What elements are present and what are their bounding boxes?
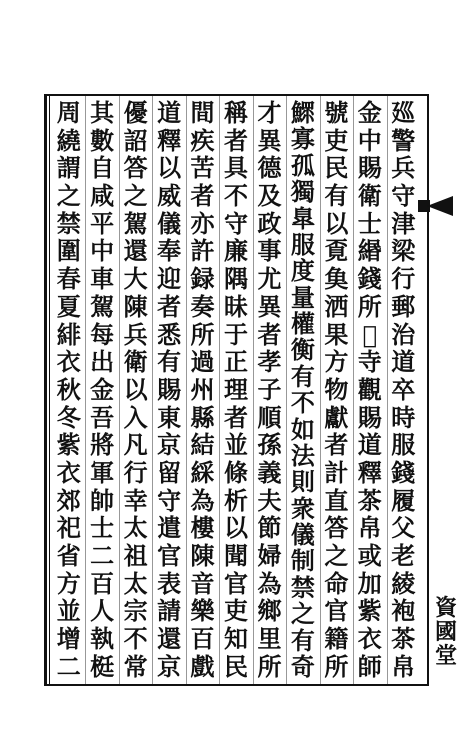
glyph: 百 [90, 568, 115, 598]
glyph: 道 [157, 98, 182, 127]
glyph: 帛 [391, 651, 416, 681]
glyph: 表 [157, 568, 182, 598]
glyph: 隅 [223, 264, 248, 294]
glyph: 衆 [290, 493, 315, 523]
glyph: 里 [257, 624, 282, 654]
glyph: 平 [90, 208, 115, 238]
glyph: 官 [324, 596, 349, 626]
text-column [219, 98, 252, 682]
glyph: 幸 [123, 485, 148, 515]
glyph: 守 [223, 208, 248, 238]
glyph: 官 [157, 541, 182, 570]
glyph: 者 [223, 402, 248, 432]
glyph: 梁 [391, 236, 416, 266]
glyph: 每 [90, 319, 115, 349]
glyph: 咸 [90, 181, 115, 211]
glyph: 録 [190, 264, 215, 294]
glyph: 繞 [56, 125, 81, 155]
glyph: 服 [290, 229, 315, 259]
glyph: 緡 [357, 236, 382, 266]
glyph: 治 [391, 319, 416, 349]
glyph: 事 [257, 236, 282, 266]
glyph: 紫 [56, 430, 81, 460]
glyph: 間 [190, 98, 215, 127]
glyph: 茶 [357, 485, 382, 515]
glyph: 聞 [223, 541, 248, 570]
glyph: 釋 [157, 125, 182, 155]
glyph: 政 [257, 208, 282, 238]
glyph: 權 [290, 309, 315, 338]
glyph: 果 [324, 319, 349, 349]
glyph: 道 [391, 347, 416, 377]
glyph: 觀 [357, 374, 382, 404]
glyph: 陳 [190, 541, 215, 570]
glyph: 官 [223, 568, 248, 598]
glyph: 州 [190, 374, 215, 404]
glyph: 京 [157, 430, 182, 460]
text-column [353, 98, 386, 682]
glyph: 民 [324, 153, 349, 183]
glyph: 郊 [56, 485, 81, 515]
glyph: 車 [90, 264, 115, 294]
glyph: 條 [223, 457, 248, 487]
glyph: 還 [123, 236, 148, 266]
glyph: 二 [56, 651, 81, 681]
text-columns [52, 98, 420, 682]
glyph: 陳 [123, 291, 148, 321]
glyph: 有 [290, 625, 315, 655]
glyph: 命 [324, 568, 349, 598]
text-column [286, 98, 319, 682]
glyph: 則 [290, 467, 315, 497]
glyph: 釋 [357, 457, 382, 487]
glyph: 樓 [190, 513, 215, 543]
glyph: 秋 [56, 374, 81, 404]
glyph: 有 [324, 181, 349, 211]
glyph: 兵 [123, 319, 148, 349]
glyph: 並 [223, 430, 248, 460]
glyph: 津 [391, 208, 416, 238]
glyph: 冬 [56, 402, 81, 432]
glyph: 省 [56, 541, 81, 570]
glyph: 亦 [190, 208, 215, 238]
glyph: 子 [257, 374, 282, 404]
glyph: 及 [257, 181, 282, 211]
glyph: 駕 [90, 291, 115, 321]
glyph: 東 [157, 402, 182, 432]
glyph: 謂 [56, 153, 81, 183]
glyph: 迎 [157, 264, 182, 294]
glyph: 正 [223, 347, 248, 377]
glyph: 孫 [257, 430, 282, 460]
text-column [320, 98, 353, 682]
glyph: 中 [90, 236, 115, 266]
glyph: 宗 [123, 596, 148, 626]
glyph: 所 [357, 291, 382, 321]
glyph: 計 [324, 457, 349, 487]
glyph: 道 [357, 430, 382, 460]
glyph: 郵 [391, 291, 416, 321]
glyph: 袍 [391, 596, 416, 626]
glyph: 還 [157, 624, 182, 654]
glyph: 尤 [257, 264, 282, 294]
glyph: 以 [123, 374, 148, 404]
glyph: 苦 [190, 153, 215, 183]
glyph: 節 [257, 513, 282, 543]
glyph: 奉 [157, 236, 182, 266]
glyph: 遣 [157, 513, 182, 543]
glyph: 綵 [190, 457, 215, 487]
glyph: 民 [223, 651, 248, 681]
glyph: 方 [324, 347, 349, 377]
glyph: 廵 [391, 98, 416, 127]
glyph: 出 [90, 347, 115, 377]
glyph: 所 [257, 651, 282, 681]
glyph: 吏 [223, 596, 248, 626]
glyph: 于 [223, 319, 248, 349]
glyph: 執 [90, 624, 115, 654]
glyph: 制 [290, 546, 315, 576]
glyph: 順 [257, 402, 282, 432]
glyph: 獻 [324, 402, 349, 432]
glyph: 答 [123, 153, 148, 183]
glyph: 量 [290, 282, 315, 312]
glyph: 錢 [357, 264, 382, 294]
glyph: 師 [357, 651, 382, 681]
glyph: 請 [157, 596, 182, 626]
glyph: 警 [391, 125, 416, 155]
glyph: 二 [90, 541, 115, 570]
glyph: 人 [90, 596, 115, 626]
glyph: 緋 [56, 319, 81, 349]
glyph: 行 [123, 457, 148, 487]
glyph: 之 [123, 181, 148, 211]
glyph: 入 [123, 402, 148, 432]
glyph: 有 [157, 347, 182, 377]
glyph: 才 [257, 98, 282, 127]
glyph: 結 [190, 430, 215, 460]
glyph: 衡 [290, 335, 315, 365]
text-column [119, 98, 152, 682]
glyph: 增 [56, 624, 81, 654]
glyph: 樂 [190, 596, 215, 626]
text-column [85, 98, 118, 682]
glyph: 異 [257, 291, 282, 321]
glyph: 過 [190, 347, 215, 377]
glyph: 儀 [290, 520, 315, 549]
glyph: 守 [157, 485, 182, 515]
text-column [152, 98, 185, 682]
glyph: 太 [123, 513, 148, 543]
glyph: 婦 [257, 541, 282, 570]
glyph: 夏 [56, 291, 81, 321]
margin-glyph: 國 [434, 619, 457, 645]
glyph: 戲 [190, 651, 215, 681]
glyph: 如 [290, 414, 315, 444]
glyph: 錢 [391, 457, 416, 487]
text-column [186, 98, 219, 682]
glyph: 寡 [290, 124, 315, 154]
glyph: 為 [257, 568, 282, 598]
inner-border-line [49, 96, 50, 684]
glyph: 金 [357, 98, 382, 127]
glyph: 昧 [223, 291, 248, 321]
glyph: 父 [391, 513, 416, 543]
glyph: 服 [391, 430, 416, 460]
glyph: 自 [90, 153, 115, 183]
glyph: 駕 [123, 208, 148, 238]
glyph: 不 [123, 624, 148, 654]
glyph: 圍 [56, 236, 81, 266]
glyph: 留 [157, 457, 182, 487]
text-column [387, 98, 420, 682]
glyph: 衣 [56, 457, 81, 487]
glyph: 儀 [157, 208, 182, 238]
margin-glyph: 資 [434, 595, 457, 621]
glyph: 析 [223, 485, 248, 515]
glyph: 稱 [223, 98, 248, 127]
glyph: 茶 [391, 624, 416, 654]
glyph: 賜 [157, 374, 182, 404]
glyph: 帥 [90, 485, 115, 515]
glyph: 寺 [357, 347, 382, 377]
glyph: 凡 [123, 430, 148, 460]
glyph: 老 [391, 541, 416, 570]
glyph: 者 [324, 430, 349, 460]
glyph: 紫 [357, 596, 382, 626]
glyph: 衣 [56, 347, 81, 377]
glyph: 覔 [324, 236, 349, 266]
glyph: 或 [357, 541, 382, 570]
glyph: 之 [56, 181, 81, 211]
glyph: 百 [190, 624, 215, 654]
glyph: 方 [56, 568, 81, 598]
glyph: 洒 [324, 291, 349, 321]
glyph: 悉 [157, 319, 182, 349]
glyph: 答 [324, 513, 349, 543]
glyph: 以 [324, 208, 349, 238]
glyph: 縣 [190, 402, 215, 432]
glyph: 音 [190, 568, 215, 598]
glyph: 綾 [391, 568, 416, 598]
glyph: 詔 [123, 125, 148, 155]
margin-glyph: 堂 [434, 643, 457, 669]
glyph: 夫 [257, 485, 282, 515]
glyph: 威 [157, 181, 182, 211]
glyph: 金 [90, 374, 115, 404]
glyph: 物 [324, 374, 349, 404]
glyph: 有 [290, 361, 315, 391]
glyph: 中 [357, 125, 382, 155]
glyph: 京 [157, 651, 182, 681]
glyph: 守 [391, 181, 416, 211]
glyph: 兵 [391, 153, 416, 183]
glyph: 德 [257, 153, 282, 183]
glyph: 知 [223, 624, 248, 654]
glyph: 孝 [257, 347, 282, 377]
glyph: 異 [257, 125, 282, 155]
glyph: 周 [56, 98, 81, 127]
glyph: 直 [324, 485, 349, 515]
glyph: 太 [123, 568, 148, 598]
text-column [52, 98, 85, 682]
glyph: 加 [357, 568, 382, 598]
glyph: 臯 [290, 203, 315, 233]
glyph: 士 [90, 513, 115, 543]
glyph: 籍 [324, 624, 349, 654]
glyph: 大 [123, 264, 148, 294]
glyph: 不 [223, 181, 248, 211]
glyph: 法 [290, 440, 315, 470]
glyph: 𬒳 [362, 319, 377, 349]
glyph: 者 [190, 181, 215, 211]
glyph: 優 [123, 98, 148, 127]
glyph: 將 [90, 430, 115, 460]
glyph: 吾 [90, 402, 115, 432]
glyph: 梃 [90, 651, 115, 681]
glyph: 履 [391, 485, 416, 515]
glyph: 廉 [223, 236, 248, 266]
glyph: 卒 [391, 374, 416, 404]
glyph: 度 [290, 256, 315, 286]
glyph: 常 [123, 651, 148, 681]
glyph: 鰥 [290, 98, 315, 127]
glyph: 具 [223, 153, 248, 183]
glyph: 行 [391, 264, 416, 294]
glyph: 祖 [123, 541, 148, 570]
glyph: 許 [190, 236, 215, 266]
glyph: 所 [324, 651, 349, 681]
glyph: 祀 [56, 513, 81, 543]
glyph: 奏 [190, 291, 215, 321]
glyph: 賜 [357, 402, 382, 432]
glyph: 不 [290, 388, 315, 418]
glyph: 以 [223, 513, 248, 543]
glyph: 孤 [290, 150, 315, 180]
glyph: 並 [56, 596, 81, 626]
glyph: 衛 [123, 347, 148, 377]
glyph: 時 [391, 402, 416, 432]
glyph: 衣 [357, 624, 382, 654]
glyph: 者 [157, 291, 182, 321]
glyph: 奇 [290, 651, 315, 681]
glyph: 疾 [190, 125, 215, 155]
glyph: 士 [357, 208, 382, 238]
glyph: 所 [190, 319, 215, 349]
glyph: 鄉 [257, 596, 282, 626]
margin-title [431, 596, 461, 686]
fishtail-marker [427, 196, 453, 216]
glyph: 吏 [324, 125, 349, 155]
glyph: 衛 [357, 181, 382, 211]
glyph: 者 [257, 319, 282, 349]
glyph: 以 [157, 153, 182, 183]
glyph: 理 [223, 374, 248, 404]
glyph: 義 [257, 457, 282, 487]
glyph: 禁 [290, 572, 315, 602]
text-column [253, 98, 286, 682]
glyph: 獨 [290, 177, 315, 207]
glyph: 號 [324, 98, 349, 127]
glyph: 其 [90, 98, 115, 127]
glyph: 帛 [357, 513, 382, 543]
glyph: 禁 [56, 208, 81, 238]
glyph: 數 [90, 125, 115, 155]
glyph: 為 [190, 485, 215, 515]
glyph: 春 [56, 264, 81, 294]
glyph: 軍 [90, 457, 115, 487]
glyph: 者 [223, 125, 248, 155]
glyph: 之 [290, 599, 315, 629]
glyph: 𩵋 [324, 264, 349, 294]
glyph: 之 [324, 541, 349, 570]
glyph: 賜 [357, 153, 382, 183]
